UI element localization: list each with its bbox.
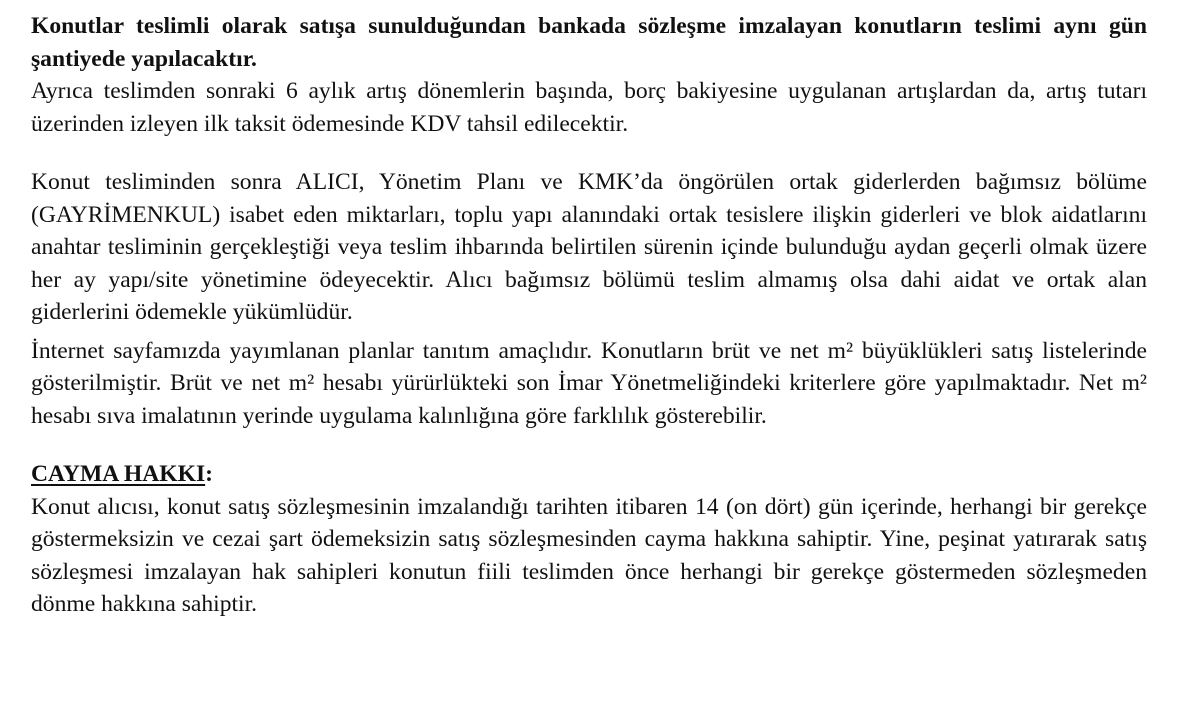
document-page bbox=[31, 10, 1147, 621]
withdrawal-right-heading bbox=[31, 458, 1147, 491]
paragraph-spacer bbox=[31, 432, 1147, 458]
withdrawal-right-paragraph: Konut alıcısı, konut satış sözleşmesinin imzalandığı tarihten itibaren 14 (on dört) gün içerinde, herhangi bir gerekçe göstermeksizin ve cezai şart ödemeksizin satış sözleşmesinden cayma hakkına sahiptir. Yine, peşinat yatırarak satış sözleşmesi imzalayan hak sahipleri konutun fiili teslimden önce herhangi bir gerekçe göstermeden sözleşmeden dönme hakkına sahiptir. bbox=[31, 493, 1147, 617]
floor-area-paragraph: İnternet sayfamızda yayımlanan planlar tanıtım amaçlıdır. Konutların brüt ve net m² büyüklükleri satış listelerinde gösterilmiştir. Brüt ve net m² hesabı yürürlükteki son İmar Yönetmeliğindeki kriterlere göre yapılmaktadır. Net m² hesabı sıva imalatının yerinde uygulama kalınlığına göre farklılık gösterebilir. bbox=[31, 337, 1147, 429]
delivery-notice-paragraph: Konutlar teslimli olarak satışa sunulduğundan bankada sözleşme imzalayan konutların teslimi aynı gün şantiyede yapılacaktır. bbox=[31, 13, 1147, 72]
paragraph-spacer bbox=[31, 140, 1147, 166]
vat-collection-paragraph: Ayrıca teslimden sonraki 6 aylık artış dönemlerin başında, borç bakiyesine uygulanan artışlardan da, artış tutarı üzerinden izleyen ilk taksit ödemesinde KDV tahsil edilecektir. bbox=[31, 78, 1147, 137]
withdrawal-right-heading-colon: : bbox=[205, 461, 213, 487]
withdrawal-right-heading-text: CAYMA HAKKI bbox=[31, 461, 206, 487]
common-expenses-paragraph: Konut tesliminden sonra ALICI, Yönetim Planı ve KMK’da öngörülen ortak giderlerden bağımsız bölüme (GAYRİMENKUL) isabet eden miktarları, toplu yapı alanındaki ortak tesislere ilişkin giderleri ve blok aidatlarını anahtar tesliminin gerçekleştiği veya teslim ihbarında belirtilen sürenin içinde bulunduğu aydan geçerli olmak üzere her ay yapı/site yönetimine ödeyecektir. Alıcı bağımsız bölümü teslim almamış olsa dahi aidat ve ortak alan giderlerini ödemekle yükümlüdür. bbox=[31, 169, 1147, 325]
